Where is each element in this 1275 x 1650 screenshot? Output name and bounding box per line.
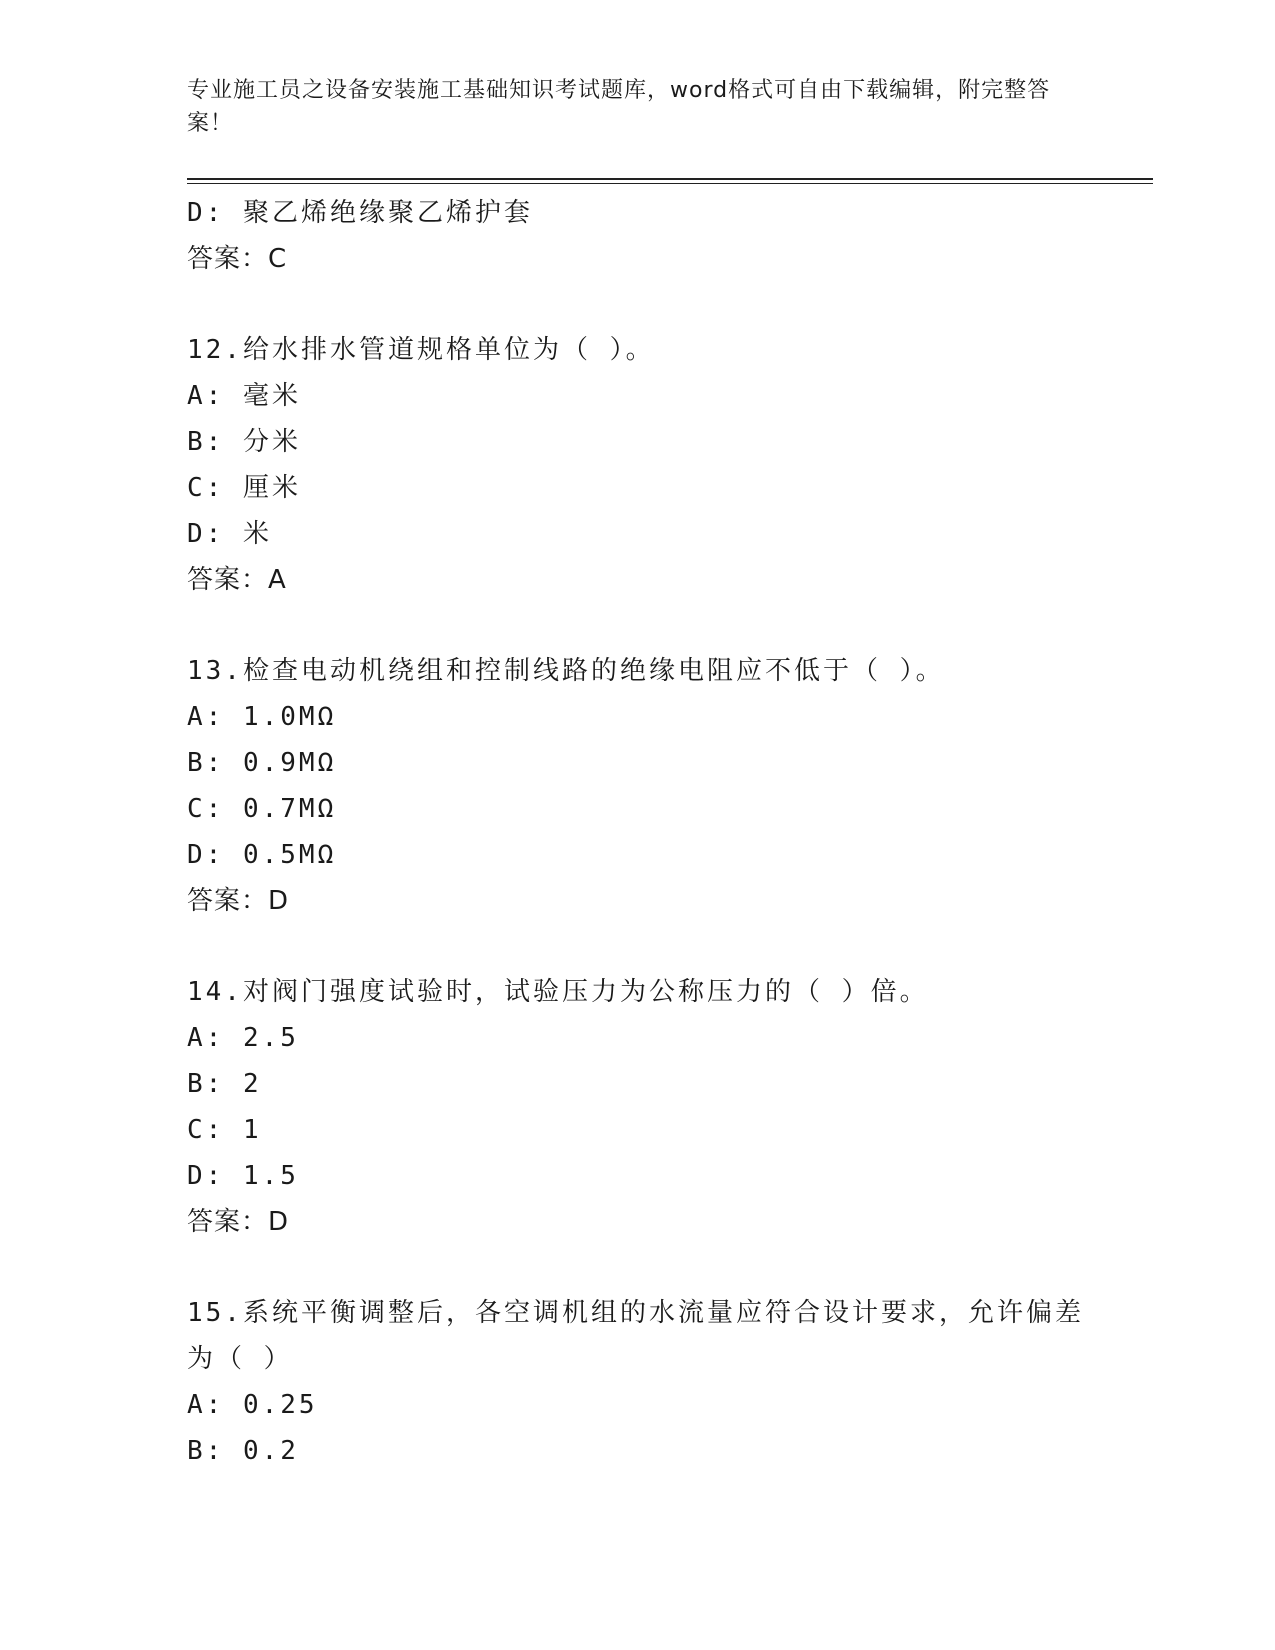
answer: 答案：D bbox=[187, 1207, 290, 1237]
option-b: B: 0.2 bbox=[187, 1436, 299, 1466]
option-d: D: 米 bbox=[187, 519, 272, 549]
spacer bbox=[187, 1245, 1087, 1290]
answer: 答案：A bbox=[187, 565, 287, 595]
option-d: D: 0.5MΩ bbox=[187, 840, 337, 870]
option-d: D: 1.5 bbox=[187, 1161, 299, 1191]
spacer bbox=[187, 603, 1087, 648]
document-body bbox=[187, 190, 1087, 1474]
question-stem: 13.检查电动机绕组和控制线路的绝缘电阻应不低于（ ）。 bbox=[187, 656, 945, 686]
option-a: A: 2.5 bbox=[187, 1023, 299, 1053]
question-stem-line-1: 15.系统平衡调整后，各空调机组的水流量应符合设计要求，允许偏差 bbox=[187, 1298, 1084, 1328]
answer: 答案：D bbox=[187, 886, 290, 916]
question-12 bbox=[187, 327, 1087, 603]
header-divider-thin bbox=[187, 183, 1153, 184]
question-13 bbox=[187, 648, 1087, 924]
option-c: C: 1 bbox=[187, 1115, 262, 1145]
option-c: C: 0.7MΩ bbox=[187, 794, 337, 824]
option-d: D: 聚乙烯绝缘聚乙烯护套 bbox=[187, 198, 533, 228]
option-b: B: 0.9MΩ bbox=[187, 748, 337, 778]
option-c: C: 厘米 bbox=[187, 473, 301, 503]
header-text: 专业施工员之设备安装施工基础知识考试题库，word格式可自由下载编辑，附完整答案！ bbox=[187, 78, 1051, 136]
question-11-remainder bbox=[187, 190, 1087, 282]
header-divider-thick bbox=[187, 178, 1153, 180]
question-15 bbox=[187, 1290, 1087, 1474]
option-b: B: 分米 bbox=[187, 427, 301, 457]
question-stem: 12.给水排水管道规格单位为（ ）。 bbox=[187, 335, 655, 365]
option-b: B: 2 bbox=[187, 1069, 262, 1099]
answer: 答案：C bbox=[187, 244, 288, 274]
question-14 bbox=[187, 969, 1087, 1245]
option-a: A: 0.25 bbox=[187, 1390, 318, 1420]
spacer bbox=[187, 282, 1087, 327]
question-stem-line-2: 为（ ） bbox=[187, 1344, 293, 1374]
question-stem: 14.对阀门强度试验时，试验压力为公称压力的（ ）倍。 bbox=[187, 977, 929, 1007]
document-header bbox=[187, 74, 1067, 140]
option-a: A: 毫米 bbox=[187, 381, 301, 411]
option-a: A: 1.0MΩ bbox=[187, 702, 337, 732]
spacer bbox=[187, 924, 1087, 969]
